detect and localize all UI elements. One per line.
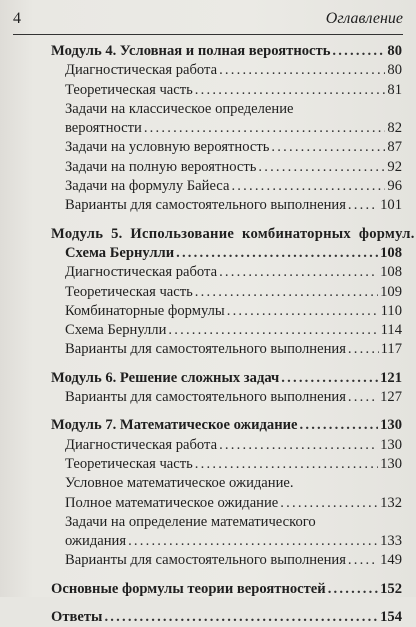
toc-page-number: 110 xyxy=(380,302,402,319)
spacer xyxy=(51,216,402,225)
toc-leader-dots xyxy=(348,551,378,570)
toc-item-line2[interactable] xyxy=(51,494,402,513)
toc-item-title: Теоретическая часть xyxy=(65,283,193,300)
toc-module-7[interactable] xyxy=(51,416,402,435)
toc-item[interactable] xyxy=(51,283,402,302)
toc-section-title: Ответы xyxy=(51,609,103,626)
toc-item-title: Задачи на полную вероятность xyxy=(65,158,257,175)
toc-page-number: 108 xyxy=(380,264,402,281)
toc-page-number: 154 xyxy=(380,609,402,626)
toc-item-title: вероятности xyxy=(65,120,142,137)
toc-item[interactable] xyxy=(51,61,402,80)
toc-item-title: Диагностическая работа xyxy=(65,264,218,281)
toc-item-title: Теоретическая часть xyxy=(65,81,193,98)
toc-leader-dots xyxy=(195,81,386,100)
toc-page-number: 80 xyxy=(387,62,402,79)
toc-leader-dots xyxy=(280,494,378,513)
toc-item-title: Задачи на классическое определение xyxy=(65,100,294,117)
toc-item[interactable] xyxy=(51,551,402,570)
toc-module-6[interactable] xyxy=(51,369,402,388)
toc-page-number: 121 xyxy=(380,369,402,386)
toc-leader-dots xyxy=(348,196,378,215)
toc-page-number: 82 xyxy=(387,120,402,137)
toc-page-number: 108 xyxy=(380,244,402,261)
toc-leader-dots xyxy=(231,177,385,196)
toc-item-title: Задачи на условную вероятность xyxy=(65,139,270,156)
toc-item-title: Теоретическая часть xyxy=(65,455,193,472)
toc-item[interactable] xyxy=(51,436,402,455)
toc-item[interactable] xyxy=(51,196,402,215)
running-title: Оглавление xyxy=(325,10,403,27)
toc-item[interactable] xyxy=(51,455,402,474)
toc-item[interactable] xyxy=(51,158,402,177)
toc-item[interactable] xyxy=(51,177,402,196)
toc-section-title: Основные формулы теории вероятностей xyxy=(51,580,326,597)
toc-page-number: 130 xyxy=(380,417,402,434)
toc-page-number: 92 xyxy=(387,158,402,175)
toc-item-line2[interactable] xyxy=(51,119,402,138)
spacer xyxy=(51,360,402,369)
toc-formulas[interactable] xyxy=(51,580,402,599)
toc-page-number: 127 xyxy=(380,389,402,406)
toc-page-number: 114 xyxy=(380,322,402,339)
toc-leader-dots xyxy=(168,321,378,340)
toc-item[interactable] xyxy=(51,138,402,157)
toc-leader-dots xyxy=(281,369,378,388)
toc-page-number: 87 xyxy=(387,139,402,156)
toc-module-5-line2[interactable] xyxy=(51,244,402,263)
toc-page-number: 81 xyxy=(387,81,402,98)
toc-item[interactable] xyxy=(51,321,402,340)
toc-module-4[interactable] xyxy=(51,42,402,61)
toc-leader-dots xyxy=(144,119,386,138)
toc-item-line1[interactable] xyxy=(51,100,402,119)
toc-leader-dots xyxy=(332,42,385,61)
toc-item-title: Условное математическое ожидание. xyxy=(65,475,294,492)
toc-leader-dots xyxy=(300,416,379,435)
toc-leader-dots xyxy=(219,263,378,282)
toc-item-title: Диагностическая работа xyxy=(65,62,218,79)
toc-leader-dots xyxy=(219,61,385,80)
toc-leader-dots xyxy=(104,608,378,627)
toc-item[interactable] xyxy=(51,302,402,321)
toc-page-number: 109 xyxy=(380,283,402,300)
toc-page-number: 80 xyxy=(387,43,402,59)
toc-item-title: Задачи на формулу Байеса xyxy=(65,178,230,195)
toc-item[interactable] xyxy=(51,340,402,359)
toc-leader-dots xyxy=(328,580,378,599)
toc-leader-dots xyxy=(128,532,378,551)
toc-module-title: Модуль 6. Решение сложных задач xyxy=(51,369,280,386)
toc-item-line1[interactable] xyxy=(51,474,402,493)
toc-item-line1[interactable] xyxy=(51,513,402,532)
toc-leader-dots xyxy=(227,302,379,321)
toc-leader-dots xyxy=(348,340,379,359)
toc-item-line2[interactable] xyxy=(51,532,402,551)
toc-page-number: 149 xyxy=(380,552,402,569)
toc-module-5-line1[interactable] xyxy=(51,225,415,244)
toc-module-title: Модуль 7. Математическое ожидание xyxy=(51,417,298,434)
toc-leader-dots xyxy=(271,138,385,157)
toc-item-title: Задачи на определение математического xyxy=(65,513,316,530)
toc-module-title: Схема Бернулли xyxy=(65,244,175,261)
toc-leader-dots xyxy=(195,455,378,474)
toc-item-title: ожидания xyxy=(65,533,127,550)
toc-page-number: 96 xyxy=(387,178,402,195)
toc-page-number: 130 xyxy=(380,455,402,472)
toc-page-number: 101 xyxy=(380,197,402,214)
toc-item-title: Варианты для самостоятельного выполнения xyxy=(65,341,346,358)
toc-item[interactable] xyxy=(51,263,402,282)
toc-item-title: Варианты для самостоятельного выполнения xyxy=(65,197,346,214)
spacer xyxy=(51,599,402,608)
toc-item-title: Полное математическое ожидание xyxy=(65,494,279,511)
toc-item[interactable] xyxy=(51,388,402,407)
toc-leader-dots xyxy=(258,158,385,177)
toc-page-number: 133 xyxy=(380,533,402,550)
toc-leader-dots xyxy=(219,436,378,455)
toc-module-title: Модуль 5. Использование комбинаторных формул. xyxy=(51,225,415,242)
spacer xyxy=(51,571,402,580)
spacer xyxy=(51,407,402,416)
page-header xyxy=(13,10,403,35)
toc-leader-dots xyxy=(348,388,378,407)
toc-item[interactable] xyxy=(51,81,402,100)
toc-answers[interactable] xyxy=(51,608,402,627)
toc-leader-dots xyxy=(176,244,378,263)
toc-leader-dots xyxy=(195,283,378,302)
toc-page-number: 152 xyxy=(380,580,402,597)
toc-item-title: Варианты для самостоятельного выполнения xyxy=(65,552,346,569)
toc-item-title: Комбинаторные формулы xyxy=(65,302,225,319)
toc-module-title: Модуль 4. Условная и полная вероятность xyxy=(51,43,331,59)
toc-page-number: 130 xyxy=(380,436,402,453)
toc-item-title: Диагностическая работа xyxy=(65,436,218,453)
toc-page-number: 117 xyxy=(380,341,402,358)
table-of-contents xyxy=(51,42,415,627)
toc-page-number: 132 xyxy=(380,494,402,511)
toc-item-title: Схема Бернулли xyxy=(65,322,167,339)
page-number: 4 xyxy=(13,10,21,27)
toc-item-title: Варианты для самостоятельного выполнения xyxy=(65,389,346,406)
